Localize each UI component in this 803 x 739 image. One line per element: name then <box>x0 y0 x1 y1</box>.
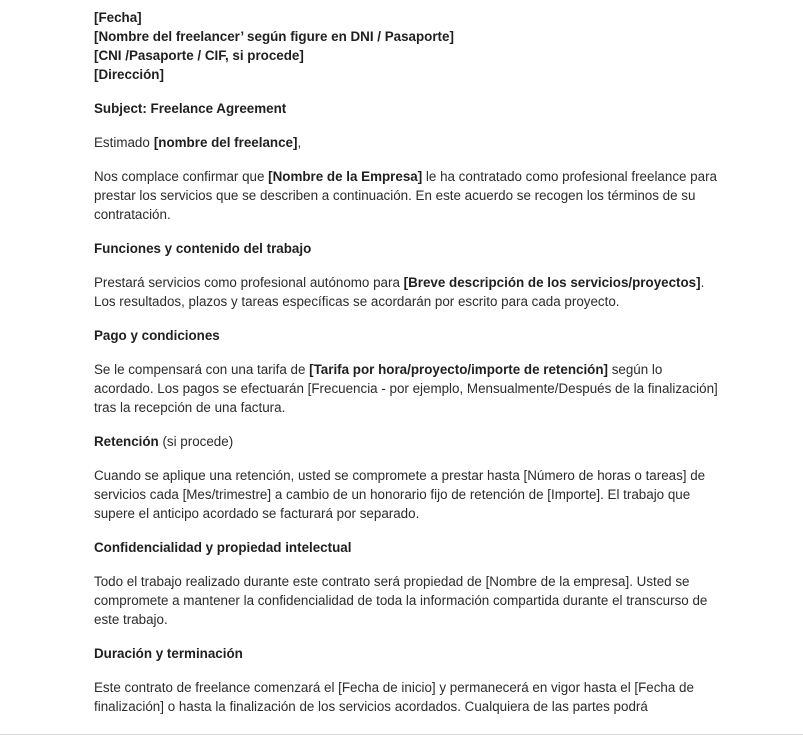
greeting-name: [nombre del freelance] <box>153 135 298 150</box>
intro-paragraph <box>94 167 719 224</box>
header-id-document: [CNI /Pasaporte / CIF, si procede] <box>94 48 304 63</box>
header-date: [Fecha] <box>94 10 142 25</box>
greeting-prefix: Estimado <box>94 135 150 150</box>
header-address: [Dirección] <box>94 67 164 82</box>
functions-text-1: Prestará servicios como profesional autónomo para <box>94 275 404 290</box>
retention-paragraph: Cuando se aplique una retención, usted se compromete a prestar hasta [Número de horas o tareas] de servicios cada [Mes/trimestre] a cambio de un honorario fijo de retención de [Importe]. El trabajo que supere el anticipo acordado se facturará por separado. <box>94 468 706 521</box>
functions-paragraph <box>94 273 719 311</box>
duration-paragraph: Este contrato de freelance comenzará el [Fecha de inicio] y permanecerá en vigor hasta el [Fecha de finalización] o hasta la finalización de los servicios acordados. Cualquiera de las partes podrá <box>94 680 694 714</box>
intro-text-1: Nos complace confirmar que <box>94 169 269 184</box>
retention-heading-label: Retención <box>94 434 159 449</box>
duration-heading: Duración y terminación <box>94 646 243 661</box>
intro-text-2: le ha contratado como profesional freelance para prestar los servicios que se describen a continuación. En este acuerdo se recogen los términos de su contratación. <box>94 169 717 222</box>
subject-line: Subject: Freelance Agreement <box>94 101 287 116</box>
confidentiality-heading: Confidencialidad y propiedad intelectual <box>94 540 352 555</box>
page-divider <box>0 734 803 735</box>
document-body <box>94 8 719 731</box>
functions-text-2: . Los resultados, plazos y tareas específicas se acordarán por escrito para cada proyecto. <box>94 275 705 309</box>
retention-heading <box>94 432 719 451</box>
payment-text-2: según lo acordado. Los pagos se efectuarán [Frecuencia - por ejemplo, Mensualmente/Después de la finalización] tras la recepción de una factura. <box>94 362 718 415</box>
functions-heading: Funciones y contenido del trabajo <box>94 241 312 256</box>
payment-heading: Pago y condiciones <box>94 328 220 343</box>
confidentiality-paragraph: Todo el trabajo realizado durante este contrato será propiedad de [Nombre de la empresa]. Usted se compromete a mantener la confidencialidad de toda la información compartida durante el transcurso de este trabajo. <box>94 574 708 627</box>
payment-text-1: Se le compensará con una tarifa de <box>94 362 310 377</box>
payment-paragraph <box>94 360 719 417</box>
intro-company: [Nombre de la Empresa] <box>268 169 423 184</box>
functions-services: [Breve descripción de los servicios/proyectos] <box>403 275 701 290</box>
greeting-suffix: , <box>297 135 302 150</box>
greeting <box>94 133 719 152</box>
header-freelancer-name: [Nombre del freelancer’ según figure en DNI / Pasaporte] <box>94 29 454 44</box>
retention-heading-note: (si procede) <box>158 434 234 449</box>
header-block <box>94 8 719 84</box>
payment-rate: [Tarifa por hora/proyecto/importe de retención] <box>309 362 608 377</box>
